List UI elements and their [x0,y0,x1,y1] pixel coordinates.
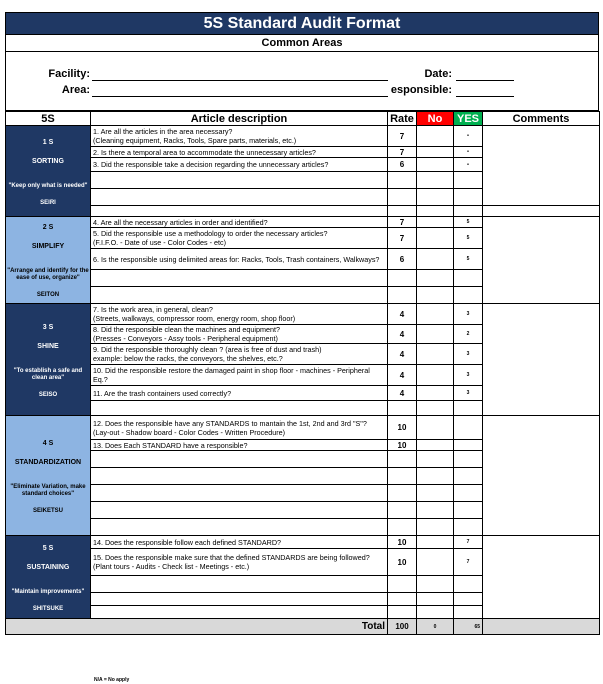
category-quote: "Arrange and identify for the ease of use, organize" [7,268,89,281]
header-comments: Comments [483,112,600,126]
rate-cell [388,485,417,502]
no-cell[interactable] [417,549,454,576]
no-cell[interactable] [417,249,454,270]
rate-cell [388,172,417,189]
article-description [91,172,388,189]
rate-cell [388,270,417,287]
yes-cell[interactable]: 5 [454,249,483,270]
category-name: SHINE [37,342,59,350]
rate-cell [388,502,417,519]
rate-cell: 10 [388,549,417,576]
yes-cell[interactable]: 3 [454,386,483,401]
audit-row [6,416,600,440]
audit-row [6,536,600,549]
article-description: 6. Is the responsible using delimited areas for: Racks, Tools, Trash containers, Walkways? [91,249,388,270]
no-cell[interactable] [417,325,454,344]
rate-cell: 7 [388,126,417,147]
rate-cell [388,519,417,536]
article-description: 1. Are all the articles in the area necessary? (Cleaning equipment, Racks, Tools, Spare parts, materials, etc.) [91,126,388,147]
category-quote: "Eliminate Variation, make standard choices" [10,483,86,497]
category-name: STANDARDIZATION [14,458,82,466]
category-japanese-term: SHITSUKE [32,605,64,612]
no-cell[interactable] [417,440,454,451]
article-description [91,189,388,206]
article-description: 14. Does the responsible follow each defined STANDARD? [91,536,388,549]
article-description [91,468,388,485]
yes-cell[interactable] [454,206,483,217]
total-comments [483,619,600,635]
info-section [5,64,599,111]
yes-cell[interactable]: • [454,147,483,158]
audit-row [6,217,600,228]
rate-cell: 4 [388,344,417,365]
no-cell[interactable] [417,189,454,206]
no-cell[interactable] [417,270,454,287]
category-cell [6,304,91,416]
category-number: 1 S [42,138,54,146]
rate-cell: 10 [388,536,417,549]
yes-cell[interactable] [454,172,483,189]
article-description: 2. Is there a temporal area to accommodate the unnecessary articles? [91,147,388,158]
responsible-label: esponsible: [390,84,452,96]
no-cell[interactable] [417,386,454,401]
yes-cell[interactable] [454,270,483,287]
yes-cell[interactable] [454,287,483,304]
article-description [91,485,388,502]
header-5s: 5S [6,112,91,126]
total-yes: 65 [454,619,483,635]
category-name: SORTING [32,157,64,165]
area-label: Area: [61,84,90,96]
article-description: 12. Does the responsible have any STANDARDS to mantain the 1st, 2nd and 3rd "S"? (Lay-out - Shadow board - Color Codes - Written Procedure) [91,416,388,440]
no-cell[interactable] [417,416,454,440]
article-description [91,502,388,519]
rate-cell [388,593,417,606]
category-cell [6,536,91,619]
article-description: 4. Are all the necessary articles in order and identified? [91,217,388,228]
comments-cell[interactable] [483,416,600,536]
no-cell[interactable] [417,172,454,189]
audit-row [6,206,600,217]
no-cell[interactable] [417,344,454,365]
rate-cell [388,189,417,206]
comments-cell[interactable] [483,217,600,304]
total-no: 0 [417,619,454,635]
area-field[interactable] [92,84,388,97]
no-cell[interactable] [417,126,454,147]
yes-cell[interactable]: 3 [454,304,483,325]
facility-field[interactable] [92,68,388,81]
audit-table [5,111,600,635]
header-rate: Rate [388,112,417,126]
yes-cell[interactable] [454,468,483,485]
yes-cell[interactable] [454,401,483,416]
category-japanese-term: SEISO [38,391,58,398]
article-description [91,576,388,593]
comments-cell[interactable] [483,206,600,217]
article-description [91,451,388,468]
rate-cell: 4 [388,386,417,401]
article-description: 9. Did the responsible thoroughly clean ? (area is free of dust and trash) example: below the racks, the conveyors, the shelves, etc.? [91,344,388,365]
yes-cell[interactable]: • [454,158,483,172]
no-cell[interactable] [417,576,454,593]
rate-cell: 10 [388,440,417,451]
yes-cell[interactable] [454,519,483,536]
date-field[interactable] [456,68,514,81]
form-subtitle: Common Areas [5,35,599,52]
rate-cell: 4 [388,304,417,325]
rate-cell: 10 [388,416,417,440]
yes-cell[interactable] [454,606,483,619]
article-description: 11. Are the trash containers used correctly? [91,386,388,401]
rate-cell [388,576,417,593]
audit-row [6,304,600,325]
rate-cell [388,468,417,485]
no-cell[interactable] [417,228,454,249]
no-cell[interactable] [417,147,454,158]
no-cell[interactable] [417,593,454,606]
no-cell[interactable] [417,519,454,536]
no-cell[interactable] [417,485,454,502]
no-cell[interactable] [417,536,454,549]
rate-cell [388,606,417,619]
yes-cell[interactable]: 5 [454,217,483,228]
no-cell[interactable] [417,606,454,619]
footnote: N/A = No apply [94,677,130,683]
article-description [91,593,388,606]
yes-cell[interactable]: 7 [454,549,483,576]
comments-cell[interactable] [483,126,600,206]
yes-cell[interactable]: • [454,126,483,147]
total-label: Total [6,619,388,635]
header-no: No [417,112,454,126]
article-description [91,270,388,287]
rate-cell: 6 [388,249,417,270]
article-description: 7. Is the work area, in general, clean? (Streets, walkways, compressor room, energy room, shop floor) [91,304,388,325]
article-description: 15. Does the responsible make sure that the defined STANDARDS are being followed? (Plant tours - Audits - Check list - Meetings - etc.) [91,549,388,576]
no-cell[interactable] [417,287,454,304]
category-quote: "To establish a safe and clean area" [13,367,83,381]
no-cell[interactable] [417,502,454,519]
yes-cell[interactable] [454,593,483,606]
rate-cell: 4 [388,365,417,386]
facility-label: Facility: [48,68,90,80]
rate-cell [388,401,417,416]
category-number: 2 S [42,224,54,231]
no-cell[interactable] [417,365,454,386]
article-description [91,606,388,619]
category-japanese-term: SEIKETSU [32,507,63,514]
comments-cell[interactable] [483,304,600,416]
yes-cell[interactable] [454,416,483,440]
yes-cell[interactable] [454,440,483,451]
article-description [91,401,388,416]
audit-row [6,126,600,147]
yes-cell[interactable] [454,576,483,593]
yes-cell[interactable] [454,485,483,502]
no-cell[interactable] [417,468,454,485]
article-description: 8. Did the responsible clean the machines and equipment? (Presses - Conveyors - Assy tools - Peripheral equipment) [91,325,388,344]
total-row [6,619,600,635]
category-number: 3 S [42,323,54,331]
form-title: 5S Standard Audit Format [5,12,599,35]
article-description: 10. Did the responsible restore the damaged paint in shop floor - machines - Peripheral Eq.? [91,365,388,386]
article-description [91,519,388,536]
yes-cell[interactable]: 2 [454,325,483,344]
yes-cell[interactable] [454,502,483,519]
yes-cell[interactable] [454,189,483,206]
category-cell [6,126,91,217]
header-article: Article description [91,112,388,126]
rate-cell [388,287,417,304]
responsible-field[interactable] [456,84,514,97]
rate-cell: 6 [388,158,417,172]
no-cell[interactable] [417,217,454,228]
rate-cell: 4 [388,325,417,344]
date-label: Date: [424,68,452,80]
no-cell[interactable] [417,401,454,416]
category-cell [6,416,91,536]
category-quote: "Keep only what is needed" [8,182,88,189]
comments-cell[interactable] [483,536,600,619]
category-number: 5 S [42,544,54,552]
category-name: SIMPLIFY [31,243,65,250]
article-description [91,287,388,304]
category-japanese-term: SEIRI [40,199,56,206]
no-cell[interactable] [417,206,454,217]
rate-cell: 7 [388,228,417,249]
no-cell[interactable] [417,304,454,325]
category-japanese-term: SEITON [36,292,60,298]
rate-cell [388,451,417,468]
rate-cell: 7 [388,147,417,158]
article-description: 3. Did the responsible take a decision regarding the unnecessary articles? [91,158,388,172]
spacer [5,52,599,64]
yes-cell[interactable]: 7 [454,536,483,549]
total-rate: 100 [388,619,417,635]
yes-cell[interactable]: 3 [454,344,483,365]
audit-sheet [5,12,599,635]
category-name: SUSTAINING [26,563,70,571]
yes-cell[interactable] [454,451,483,468]
article-description: 13. Does Each STANDARD have a responsible? [91,440,388,451]
category-number: 4 S [42,439,54,447]
yes-cell[interactable]: 5 [454,228,483,249]
rate-cell: 7 [388,217,417,228]
rate-cell [388,206,417,217]
no-cell[interactable] [417,451,454,468]
header-yes: YES [454,112,483,126]
no-cell[interactable] [417,158,454,172]
yes-cell[interactable]: 3 [454,365,483,386]
category-quote: "Maintain improvements" [11,588,85,595]
category-cell [6,217,91,304]
article-description: 5. Did the responsible use a methodology to order the necessary articles? (F.I.F.O. - Date of use - Color Codes - etc) [91,228,388,249]
article-description [91,206,388,217]
